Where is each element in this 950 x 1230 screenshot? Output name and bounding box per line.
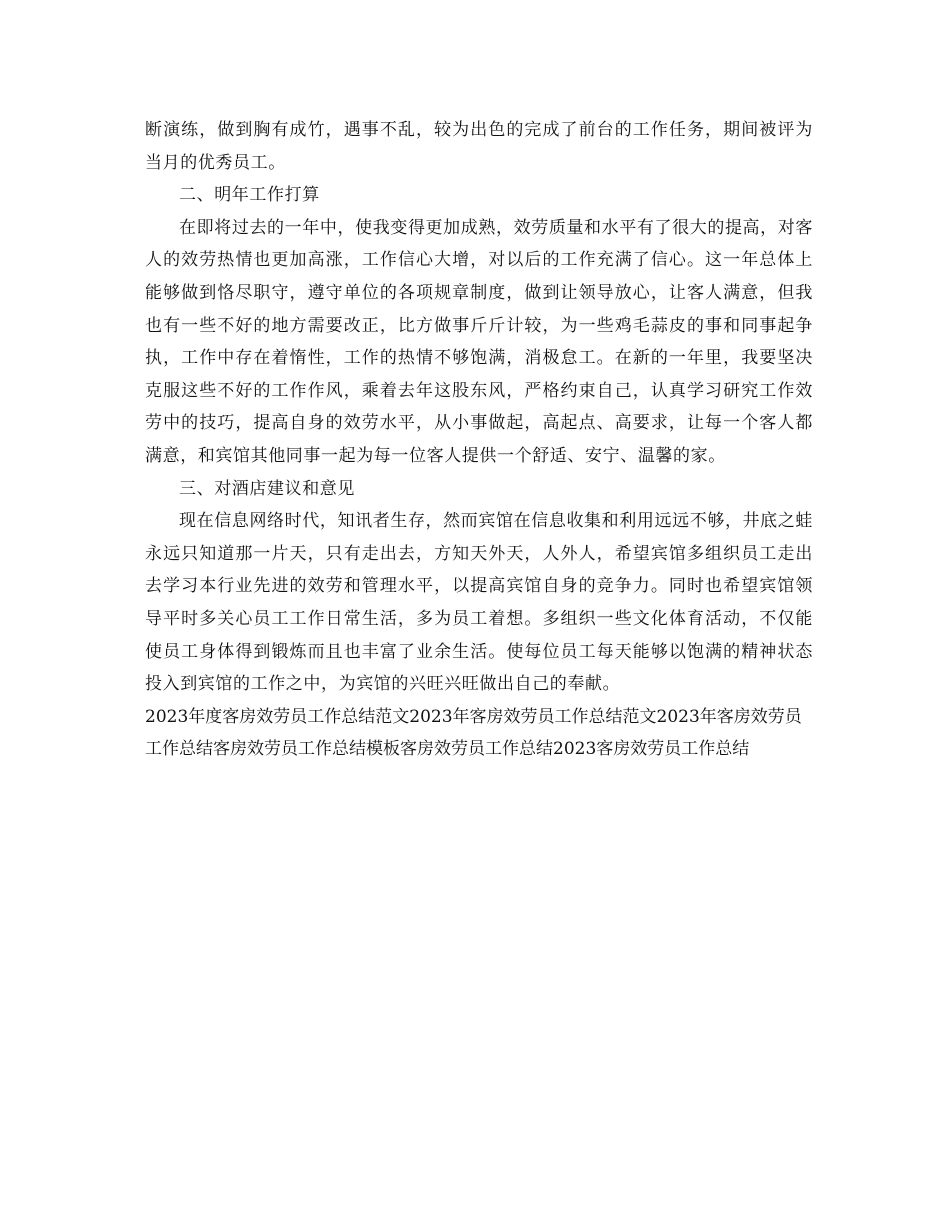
keywords-line: 2023年度客房效劳员工作总结范文2023年客房效劳员工作总结范文2023年客房效劳员工作总结客房效劳员工作总结模板客房效劳员工作总结2023客房效劳员工作总结 bbox=[145, 706, 802, 760]
section-three-paragraph: 现在信息网络时代，知讯者生存，然而宾馆在信息收集和利用远远不够，井底之蛙永远只知道那一片天，只有走出去，方知天外天，人外人，希望宾馆多组织员工走出去学习本行业先进的效劳和管理水平，以提高宾馆自身的竞争力。同时也希望宾馆领导平时多关心员工工作日常生活，多为员工着想。多组织一些文化体育活动，不仅能使员工身体得到锻炼而且也丰富了业余生活。使每位员工每天能够以饱满的精神状态投入到宾馆的工作之中，为宾馆的兴旺兴旺做出自己的奉献。 bbox=[145, 511, 813, 695]
document-body bbox=[145, 114, 813, 766]
section-two-heading: 二、明年工作打算 bbox=[179, 185, 320, 206]
section-three-heading: 三、对酒店建议和意见 bbox=[179, 478, 355, 499]
continuation-paragraph: 断演练，做到胸有成竹，遇事不乱，较为出色的完成了前台的工作任务，期间被评为当月的优秀员工。 bbox=[145, 120, 813, 173]
section-two-paragraph: 在即将过去的一年中，使我变得更加成熟，效劳质量和水平有了很大的提高，对客人的效劳热情也更加高涨，工作信心大增，对以后的工作充满了信心。这一年总体上能够做到恪尽职守，遵守单位的各项规章制度，做到让领导放心，让客人满意，但我也有一些不好的地方需要改正，比方做事斤斤计较，为一些鸡毛蒜皮的事和同事起争执，工作中存在着惰性，工作的热情不够饱满，消极怠工。在新的一年里，我要坚决克服这些不好的工作作风，乘着去年这股东风，严格约束自己，认真学习研究工作效劳中的技巧，提高自身的效劳水平，从小事做起，高起点、高要求，让每一个客人都满意，和宾馆其他同事一起为每一位客人提供一个舒适、安宁、温馨的家。 bbox=[145, 217, 813, 466]
